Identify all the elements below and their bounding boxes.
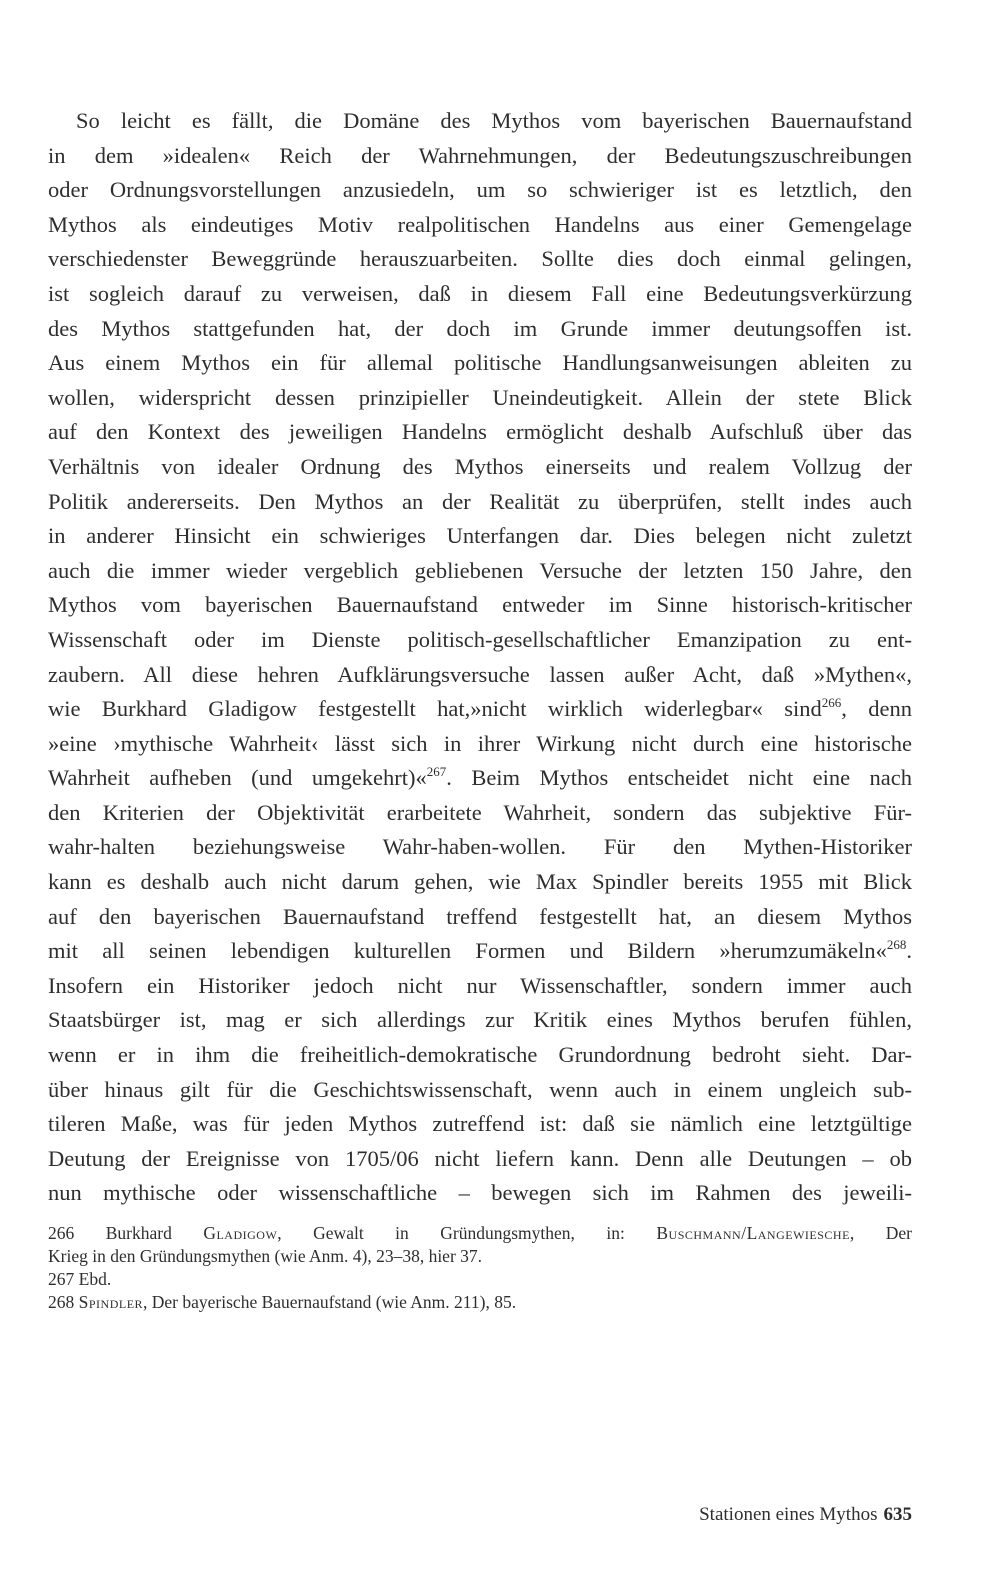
text-line: Staatsbürger ist, mag er sich allerdings zur Kritik eines Mythos berufen fühlen,: [48, 1007, 912, 1033]
text-line: des Mythos stattgefunden hat, der doch im Grunde immer deutungsoffen ist.: [48, 315, 912, 341]
footnote-text: Burkhard: [105, 1223, 172, 1243]
text-segment: wie Burkhard Gladigow festgestellt hat,»nicht wirklich widerlegbar« sind: [48, 696, 822, 722]
footnote-267: [48, 1268, 912, 1291]
footnotes: [48, 1222, 912, 1314]
text-line: nun mythische oder wissenschaftliche – bewegen sich im Rahmen des jeweili-: [48, 1180, 912, 1206]
text-line: tileren Maße, was für jeden Mythos zutreffend ist: daß sie nämlich eine letztgültige: [48, 1111, 912, 1137]
footnote-text: , Gewalt in Gründungsmythen, in:: [277, 1223, 625, 1243]
text-line: auf den Kontext des jeweiligen Handelns ermöglicht deshalb Aufschluß über das: [48, 419, 912, 445]
text-line: [48, 692, 912, 727]
text-segment: mit all seinen lebendigen kulturellen Formen und Bildern »herumzumäkeln«: [48, 938, 887, 964]
footnote-text: Ebd.: [78, 1269, 112, 1289]
text-line: den Kriterien der Objektivität erarbeitete Wahrheit, sondern das subjektive Für-: [48, 799, 912, 825]
text-line: ist sogleich darauf zu verweisen, daß in diesem Fall eine Bedeutungsverkürzung: [48, 280, 912, 306]
text-line: in anderer Hinsicht ein schwieriges Unterfangen dar. Dies belegen nicht zuletzt: [48, 523, 912, 549]
footnote-number: 266: [48, 1223, 75, 1243]
text-line: zaubern. All diese hehren Aufklärungsversuche lassen außer Acht, daß »Mythen«,: [48, 661, 912, 687]
text-line: wahr-halten beziehungsweise Wahr-haben-wollen. Für den Mythen-Historiker: [48, 834, 912, 860]
text-line: oder Ordnungsvorstellungen anzusiedeln, um so schwieriger ist es letztlich, den: [48, 177, 912, 203]
text-line: Politik andererseits. Den Mythos an der Realität zu überprüfen, stellt indes auch: [48, 488, 912, 514]
footnote-ref-267[interactable]: 267: [426, 764, 447, 780]
editor-names: Buschmann/Langewiesche: [656, 1223, 850, 1243]
footnote-268: [48, 1291, 912, 1314]
footnote-266: [48, 1222, 912, 1245]
text-line: wollen, widerspricht dessen prinzipieller Uneindeutigkeit. Allein der stete Blick: [48, 384, 912, 410]
text-line: kann es deshalb auch nicht darum gehen, wie Max Spindler bereits 1955 mit Blick: [48, 869, 912, 895]
text-line: Deutung der Ereignisse von 1705/06 nicht liefern kann. Denn alle Deutungen – ob: [48, 1145, 912, 1171]
footnote-266-continued: Krieg in den Gründungsmythen (wie Anm. 4), 23–38, hier 37.: [48, 1246, 483, 1266]
text-line: [48, 934, 912, 969]
text-segment: Wahrheit aufheben (und umgekehrt)«: [48, 765, 427, 791]
text-line: wenn er in ihm die freiheitlich-demokratische Grundordnung bedroht sieht. Dar-: [48, 1042, 912, 1068]
text-line: in dem »idealen« Reich der Wahrnehmungen, der Bedeutungszuschreibungen: [48, 142, 912, 168]
footnote-number: 267: [48, 1269, 75, 1289]
text-line: [48, 761, 912, 796]
text-line: auf den bayerischen Bauernaufstand treffend festgestellt hat, an diesem Mythos: [48, 903, 912, 929]
text-line: Aus einem Mythos ein für allemal politische Handlungsanweisungen ableiten zu: [48, 350, 912, 376]
page-number: 635: [883, 1504, 912, 1525]
text-line: Mythos als eindeutiges Motiv realpolitischen Handelns aus einer Gemengelage: [48, 211, 912, 237]
footnote-text: , Der bayerische Bauernaufstand (wie Anm. 211), 85.: [143, 1292, 517, 1312]
text-line: über hinaus gilt für die Geschichtswissenschaft, wenn auch in einem ungleich sub-: [48, 1076, 912, 1102]
text-line: Mythos vom bayerischen Bauernaufstand entweder im Sinne historisch-kritischer: [48, 592, 912, 618]
text-line: »eine ›mythische Wahrheit‹ lässt sich in ihrer Wirkung nicht durch eine historische: [48, 730, 912, 756]
text-segment: , denn: [841, 696, 912, 722]
author-name: Spindler: [78, 1292, 144, 1312]
footnote-ref-266[interactable]: 266: [821, 695, 842, 711]
footnote-number: 268: [48, 1292, 75, 1312]
text-segment: .: [906, 938, 912, 964]
author-name: Gladigow: [203, 1223, 278, 1243]
text-line: Verhältnis von idealer Ordnung des Mythos einerseits und realem Vollzug der: [48, 453, 912, 479]
text-line: auch die immer wieder vergeblich gebliebenen Versuche der letzten 150 Jahre, den: [48, 557, 912, 583]
text-line: Wissenschaft oder im Dienste politisch-gesellschaftlicher Emanzipation zu ent-: [48, 626, 912, 652]
text-line: verschiedenster Beweggründe herauszuarbeiten. Sollte dies doch einmal gelingen,: [48, 246, 912, 272]
footnote-ref-268[interactable]: 268: [886, 937, 907, 953]
main-paragraph: [48, 104, 912, 1211]
footnote-text: , Der: [849, 1223, 913, 1243]
text-segment: . Beim Mythos entscheidet nicht eine nach: [446, 765, 912, 791]
text-line: So leicht es fällt, die Domäne des Mythos vom bayerischen Bauernaufstand: [76, 108, 912, 133]
text-line: Insofern ein Historiker jedoch nicht nur Wissenschaftler, sondern immer auch: [48, 972, 912, 998]
running-title: Stationen eines Mythos: [699, 1504, 878, 1525]
running-footer: [699, 1504, 912, 1526]
